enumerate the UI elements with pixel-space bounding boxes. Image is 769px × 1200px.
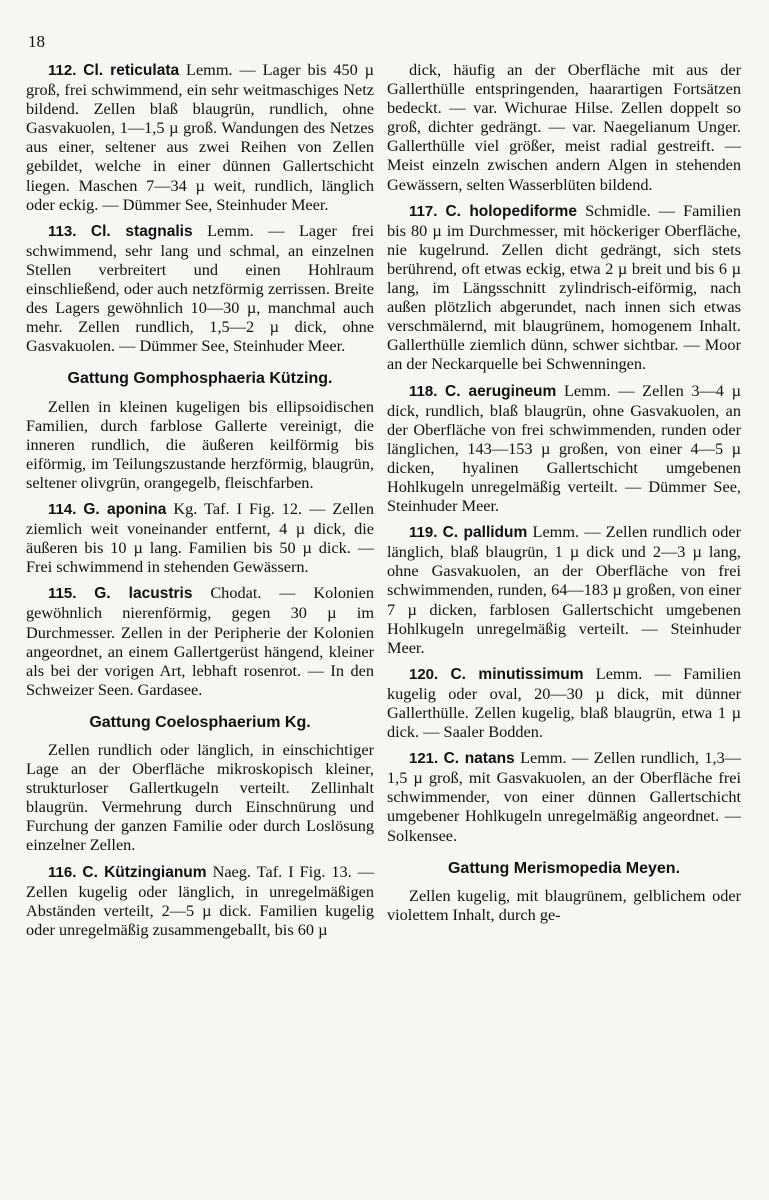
- entry-number: 120.: [409, 665, 439, 683]
- description-paragraph: Zellen in kleinen kugeligen bis ellipsoidischen Familien, durch farblose Gallerte vereinigt, die inneren rundlich, die äußeren keilförmig bis eiförmig, im Teilungszustande herzförmig, blaugrün, seltener olivgrün, orangegelb, fleischfarben.: [26, 396, 374, 492]
- species-entry: [26, 221, 374, 356]
- species-name: C. holopediforme: [445, 202, 577, 220]
- species-entry: [387, 201, 741, 374]
- page-number: 18: [28, 32, 45, 51]
- entry-number: 118.: [409, 382, 438, 400]
- right-column: [387, 60, 741, 931]
- species-name: Cl. reticulata: [83, 62, 180, 79]
- entry-text: Naeg. Taf. I Fig. 13. — Zellen kugelig oder länglich, in unregelmäßigen Abständen verteilt, 2—5 µ dick. Familien kugelig oder unregelmäßig zusammengeballt, bis 60 µ: [26, 861, 374, 939]
- left-column: [26, 60, 374, 946]
- entry-number: 119.: [409, 524, 438, 542]
- description-paragraph: dick, häufig an der Oberfläche mit aus der Gallerthülle entspringenden, haarartigen Fortsätzen bedeckt. — var. Wichurae Hilse. Zellen doppelt so groß, dichter gedrängt. — var. Naegelianum Unger. Gallerthülle viel größer, meist radial gestreift. — Meist einzeln zwischen andern Algen in stehenden Gewässern, selten Wasserblüten bildend.: [387, 60, 741, 194]
- description-paragraph: Zellen rundlich oder länglich, in einschichtiger Lage an der Oberfläche mikroskopisch kleiner, strukturloser Gallertkugeln verteilt. Zellinhalt blaugrün. Vermehrung durch Einschnürung und Furchung der ganzen Familie oder durch Loslösung einzelner Zellen.: [26, 740, 374, 855]
- species-name: G. aponina: [83, 500, 167, 518]
- species-entry: [26, 60, 374, 214]
- entry-number: 115.: [48, 585, 77, 603]
- entry-number: 121.: [409, 750, 439, 768]
- entry-text: Lemm. — Zellen rundlich oder länglich, blaß blaugrün, 1 µ dick und 2—3 µ lang, ohne Gasvakuolen, an der Oberfläche von frei schwimmenden, runden, 64—183 µ großen, von einer 7 µ dicken, farblosen Gallertschicht umgebenen Hohlkugeln unregelmäßig verteilt. — Steinhuder Meer.: [387, 522, 741, 657]
- species-entry: [26, 583, 374, 699]
- species-entry: [26, 499, 374, 576]
- entry-number: 116.: [48, 863, 77, 881]
- species-entry: [387, 381, 741, 516]
- entry-number: 113.: [48, 222, 77, 240]
- genus-heading: Gattung Merismopedia Meyen.: [447, 859, 681, 877]
- entry-number: 112.: [48, 62, 77, 79]
- species-name: C. aerugineum: [445, 382, 557, 400]
- species-entry: [387, 522, 741, 657]
- entry-text: Schmidle. — Familien bis 80 µ im Durchmesser, mit höckeriger Oberfläche, nie kugelrund. Zellen dicht gedrängt, sich stets berührend, oft etwas eckig, etwa 2 µ breit und bis 6 µ lang, im Längsschnitt zylindrisch-eiförmig, nach außen plötzlich abgerundet, nach innen sich etwas verschmälernd, mit blaugrünem, homogenem Inhalt. Gallerthülle ziemlich dünn, schwer sichtbar. — Moor an der Neckarquelle bei Schwenningen.: [387, 200, 742, 374]
- entry-text: Lemm. — Zellen rundlich, 1,3—1,5 µ groß, mit Gasvakuolen, an der Oberfläche frei schwimmender, von einer dünnen Gallertschicht umgebener Hohlkugeln unregelmäßig angeordnet. — Solkensee.: [387, 748, 741, 845]
- species-entry: [387, 664, 741, 741]
- species-name: C. pallidum: [442, 524, 528, 542]
- entry-text: Lemm. — Familien kugelig oder oval, 20—30 µ dick, mit dünner Gallerthülle. Zellen kugelig, blaß blaugrün, etwa 1 µ dick. — Saaler Bodden.: [387, 663, 741, 742]
- entry-text: Kg. Taf. I Fig. 12. — Zellen ziemlich weit voneinander entfernt, 4 µ dick, die äußeren bis 10 µ lang. Familien bis 50 µ dick. — Frei schwimmend in stehenden Gewässern.: [26, 498, 374, 577]
- species-name: G. lacustris: [94, 585, 193, 603]
- genus-heading: Gattung Gomphosphaeria Kützing.: [67, 370, 333, 388]
- species-entry: [26, 862, 374, 939]
- description-paragraph: Zellen kugelig, mit blaugrünem, gelblichem oder violettem Inhalt, durch ge-: [387, 885, 741, 924]
- species-name: C. Kützingianum: [82, 863, 207, 881]
- entry-text: Chodat. — Kolonien gewöhnlich nierenförmig, gegen 30 µ im Durchmesser. Zellen in der Peripherie der Kolonien angeordnet, an einem Gallertgerüst hängend, kleiner als bei der vorigen Art, lebhaft rosenrot. — In den Schweizer Seen. Gardasee.: [26, 583, 374, 699]
- entry-text: Lemm. — Lager bis 450 µ groß, frei schwimmend, ein sehr weitmaschiges Netz bildend. Zellen blaß blaugrün, rundlich, ohne Gasvakuolen, 1—1,5 µ groß. Wandungen des Netzes aus einer, seltener aus zwei Reihen von Zellen gebildet, welche in einer dünnen Gallertschicht liegen. Maschen 7—34 µ weit, rundlich, länglich oder eckig. — Dümmer See, Steinhuder Meer.: [26, 60, 375, 214]
- species-name: C. natans: [443, 750, 515, 768]
- entry-number: 114.: [48, 500, 77, 518]
- entry-text: Lemm. — Lager frei schwimmend, sehr lang und schmal, an einzelnen Stellen verbreitert und einen Hohlraum einschließend, oder auch netzförmig zerrissen. Breite des Lagers gewöhnlich 10—30 µ, manchmal auch mehr. Zellen rundlich, 1,5—2 µ dick, ohne Gasvakuolen. — Dümmer See, Steinhuder Meer.: [26, 220, 374, 356]
- species-entry: [387, 748, 741, 844]
- species-name: C. minutissimum: [450, 665, 584, 683]
- entry-number: 117.: [409, 202, 438, 220]
- species-name: Cl. stagnalis: [90, 222, 193, 240]
- entry-text: Lemm. — Zellen 3—4 µ dick, rundlich, blaß blaugrün, ohne Gasvakuolen, an der Oberfläche von frei schwimmenden, runden oder länglichen, 143—153 µ großen, von einer 4—5 µ dicken, hyalinen Gallertschicht umgebenen Hohlkugeln unregelmäßig verteilt. — Dümmer See, Steinhuder Meer.: [387, 380, 741, 516]
- genus-heading: Gattung Coelosphaerium Kg.: [89, 713, 311, 731]
